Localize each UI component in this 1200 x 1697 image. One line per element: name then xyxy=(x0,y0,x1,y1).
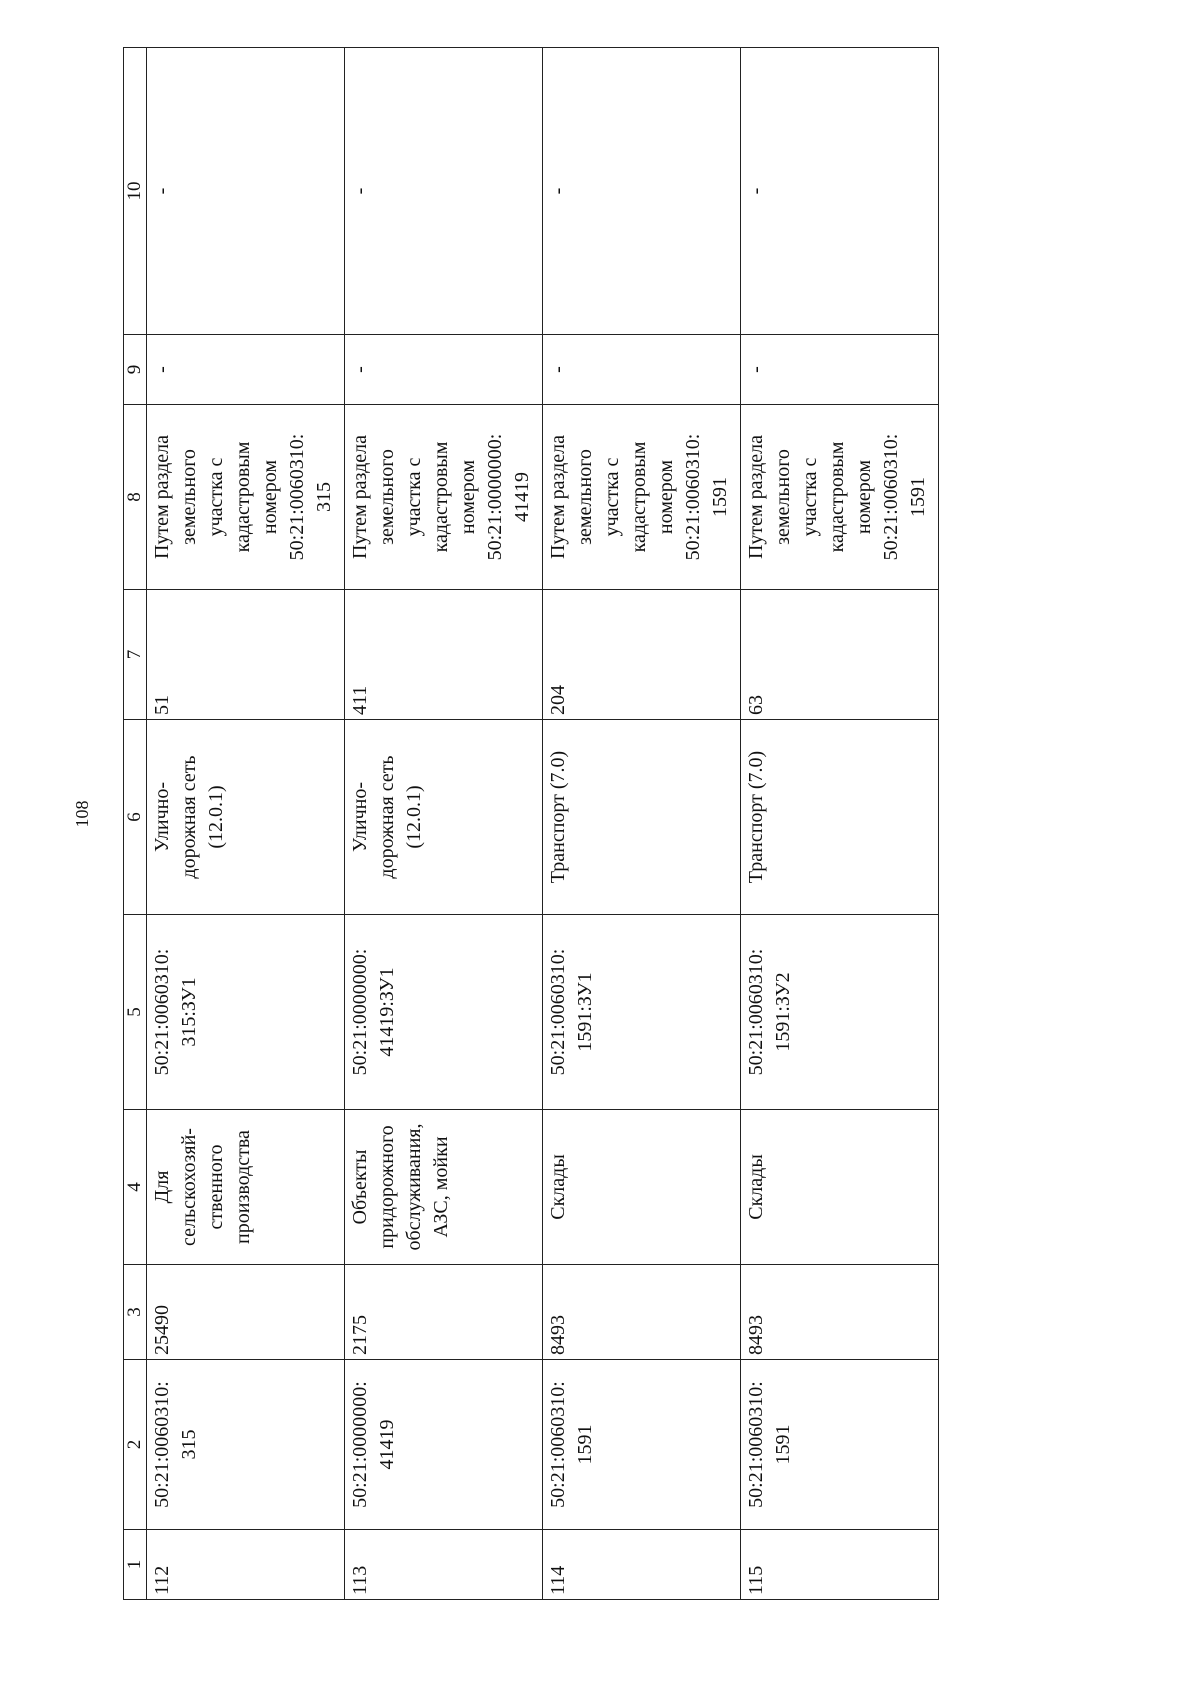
table-row xyxy=(147,48,345,1600)
source-cadastral-number-cell: 50:21:0060310: 1591 xyxy=(543,1360,741,1530)
new-plot-id-cell: 50:21:0060310: 1591:ЗУ1 xyxy=(543,915,741,1110)
column-number: 8 xyxy=(124,405,147,590)
source-cadastral-number-cell: 50:21:0060310: 1591 xyxy=(741,1360,939,1530)
formation-method-cell: Путем раздела земельного участка с кадастровым номером 50:21:0060310: 1591 xyxy=(543,405,741,590)
column-number: 10 xyxy=(124,48,147,335)
column-9-cell: - xyxy=(543,335,741,405)
formation-method-cell: Путем раздела земельного участка с кадастровым номером 50:21:0060310: 1591 xyxy=(741,405,939,590)
new-area-cell: 411 xyxy=(345,590,543,720)
land-plots-table xyxy=(123,47,939,1600)
column-number: 1 xyxy=(124,1530,147,1600)
row-number-cell: 113 xyxy=(345,1530,543,1600)
use-type-cell: Транспорт (7.0) xyxy=(741,720,939,915)
source-cadastral-number-cell: 50:21:0060310: 315 xyxy=(147,1360,345,1530)
column-10-cell: - xyxy=(345,48,543,335)
row-number-cell: 112 xyxy=(147,1530,345,1600)
permitted-use-cell: Для сельскохозяй- ственного производства xyxy=(147,1110,345,1265)
area-cell: 8493 xyxy=(741,1265,939,1360)
column-9-cell: - xyxy=(741,335,939,405)
table-row xyxy=(543,48,741,1600)
column-10-cell: - xyxy=(147,48,345,335)
column-9-cell: - xyxy=(147,335,345,405)
new-area-cell: 51 xyxy=(147,590,345,720)
new-plot-id-cell: 50:21:0060310: 315:ЗУ1 xyxy=(147,915,345,1110)
land-plots-table-container xyxy=(123,48,940,1600)
row-number-cell: 115 xyxy=(741,1530,939,1600)
column-10-cell: - xyxy=(543,48,741,335)
permitted-use-cell: Объекты придорожного обслуживания, АЗС, мойки xyxy=(345,1110,543,1265)
new-plot-id-cell: 50:21:0000000: 41419:ЗУ1 xyxy=(345,915,543,1110)
column-number: 6 xyxy=(124,720,147,915)
column-10-cell: - xyxy=(741,48,939,335)
use-type-cell: Улично- дорожная сеть (12.0.1) xyxy=(147,720,345,915)
area-cell: 8493 xyxy=(543,1265,741,1360)
use-type-cell: Транспорт (7.0) xyxy=(543,720,741,915)
column-9-cell: - xyxy=(345,335,543,405)
column-number: 9 xyxy=(124,335,147,405)
column-number: 3 xyxy=(124,1265,147,1360)
column-number: 7 xyxy=(124,590,147,720)
formation-method-cell: Путем раздела земельного участка с кадастровым номером 50:21:0000000: 41419 xyxy=(345,405,543,590)
new-area-cell: 63 xyxy=(741,590,939,720)
new-area-cell: 204 xyxy=(543,590,741,720)
area-cell: 2175 xyxy=(345,1265,543,1360)
permitted-use-cell: Склады xyxy=(543,1110,741,1265)
permitted-use-cell: Склады xyxy=(741,1110,939,1265)
formation-method-cell: Путем раздела земельного участка с кадастровым номером 50:21:0060310: 315 xyxy=(147,405,345,590)
table-row xyxy=(741,48,939,1600)
table-row xyxy=(345,48,543,1600)
new-plot-id-cell: 50:21:0060310: 1591:ЗУ2 xyxy=(741,915,939,1110)
use-type-cell: Улично- дорожная сеть (12.0.1) xyxy=(345,720,543,915)
page-number: 108 xyxy=(72,800,92,828)
source-cadastral-number-cell: 50:21:0000000: 41419 xyxy=(345,1360,543,1530)
area-cell: 25490 xyxy=(147,1265,345,1360)
column-number: 5 xyxy=(124,915,147,1110)
column-number: 2 xyxy=(124,1360,147,1530)
column-number-row xyxy=(124,48,147,1600)
row-number-cell: 114 xyxy=(543,1530,741,1600)
column-number: 4 xyxy=(124,1110,147,1265)
